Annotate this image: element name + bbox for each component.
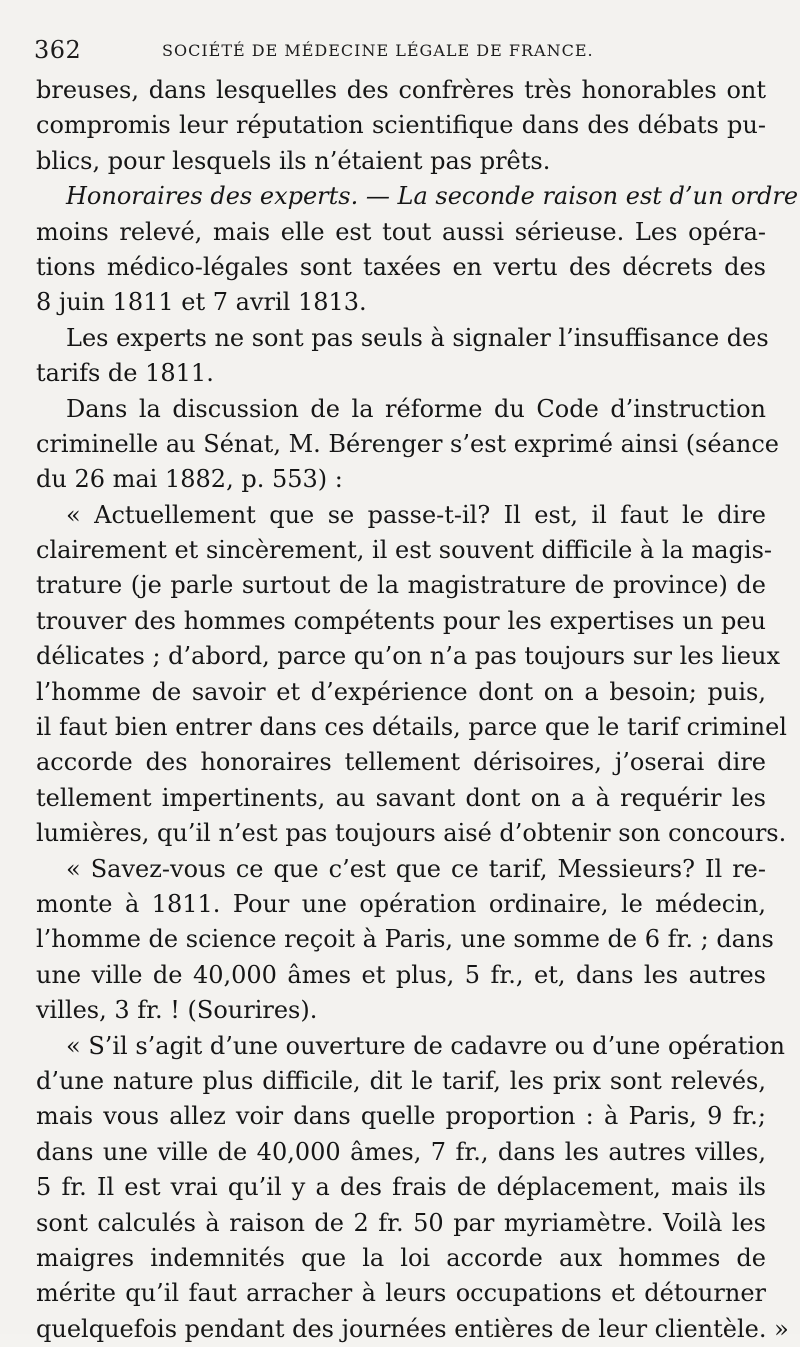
text-line: Les experts ne sont pas seuls à signaler l’insuffisance des [66,323,769,352]
text-line: trature (je parle surtout de la magistrature de province) de [36,571,766,600]
page-number: 362 [34,36,82,64]
text-line: lumières, qu’il n’est pas toujours aisé d’obtenir son concours. [36,819,787,848]
text-line: criminelle au Sénat, M. Bérenger s’est exprimé ainsi (séance [36,429,779,458]
text-line: mais vous allez voir dans quelle proportion : à Paris, 9 fr.; [36,1102,766,1131]
text-line: il faut bien entrer dans ces détails, parce que le tarif criminel [36,713,787,742]
text-line: une ville de 40,000 âmes et plus, 5 fr., et, dans les autres [36,960,766,989]
page-header [34,36,754,70]
text-line: maigres indemnités que la loi accorde aux hommes de [36,1243,766,1272]
text-line: 5 fr. Il est vrai qu’il y a des frais de déplacement, mais ils [36,1173,766,1202]
text-line: 8 juin 1811 et 7 avril 1813. [36,288,367,317]
text-line: du 26 mai 1882, p. 553) : [36,465,343,494]
text-line-italic-heading [36,179,799,214]
text-line: sont calculés à raison de 2 fr. 50 par myriamètre. Voilà les [36,1208,766,1237]
text-line: « Actuellement que se passe-t-il? Il est, il faut le dire [66,500,766,529]
text-line: délicates ; d’abord, parce qu’on n’a pas toujours sur les lieux [36,642,780,671]
text-line: blics, pour lesquels ils n’étaient pas prêts. [36,146,551,175]
section-heading: Honoraires des experts. — La seconde raison est d’un ordre [66,182,799,211]
text-line: l’homme de science reçoit à Paris, une somme de 6 fr. ; dans [36,925,774,954]
text-line: « Savez-vous ce que c’est que ce tarif, Messieurs? Il re- [66,854,766,883]
text-line: trouver des hommes compétents pour les expertises un peu [36,606,766,635]
text-line: breuses, dans lesquelles des confrères très honorables ont [36,76,766,104]
text-line: clairement et sincèrement, il est souvent difficile à la magis- [36,536,772,565]
text-line: tions médico-légales sont taxées en vertu des décrets des [36,252,766,281]
text-line: quelquefois pendant des journées entières de leur clientèle. » [36,1314,789,1343]
text-line: Dans la discussion de la réforme du Code d’instruction [66,394,766,423]
text-line: l’homme de savoir et d’expérience dont on a besoin; puis, [36,677,766,706]
text-line: tellement impertinents, au savant dont on a à requérir les [36,783,766,812]
body-text [36,73,799,1347]
text-line: moins relevé, mais elle est tout aussi sérieuse. Les opéra- [36,217,766,246]
text-line: mérite qu’il faut arracher à leurs occupations et détourner [36,1279,766,1308]
text-line: monte à 1811. Pour une opération ordinaire, le médecin, [36,889,766,918]
text-line: tarifs de 1811. [36,359,214,388]
text-line: dans une ville de 40,000 âmes, 7 fr., dans les autres villes, [36,1137,766,1166]
text-line: « S’il s’agit d’une ouverture de cadavre ou d’une opération [66,1031,785,1060]
text-line: accorde des honoraires tellement dérisoires, j’oserai dire [36,748,766,777]
text-line: villes, 3 fr. ! (Sourires). [36,996,318,1025]
text-line: compromis leur réputation scientifique dans des débats pu- [36,111,766,140]
running-head: SOCIÉTÉ DE MÉDECINE LÉGALE DE FRANCE. [162,41,594,60]
text-line: d’une nature plus difficile, dit le tarif, les prix sont relevés, [36,1066,766,1095]
